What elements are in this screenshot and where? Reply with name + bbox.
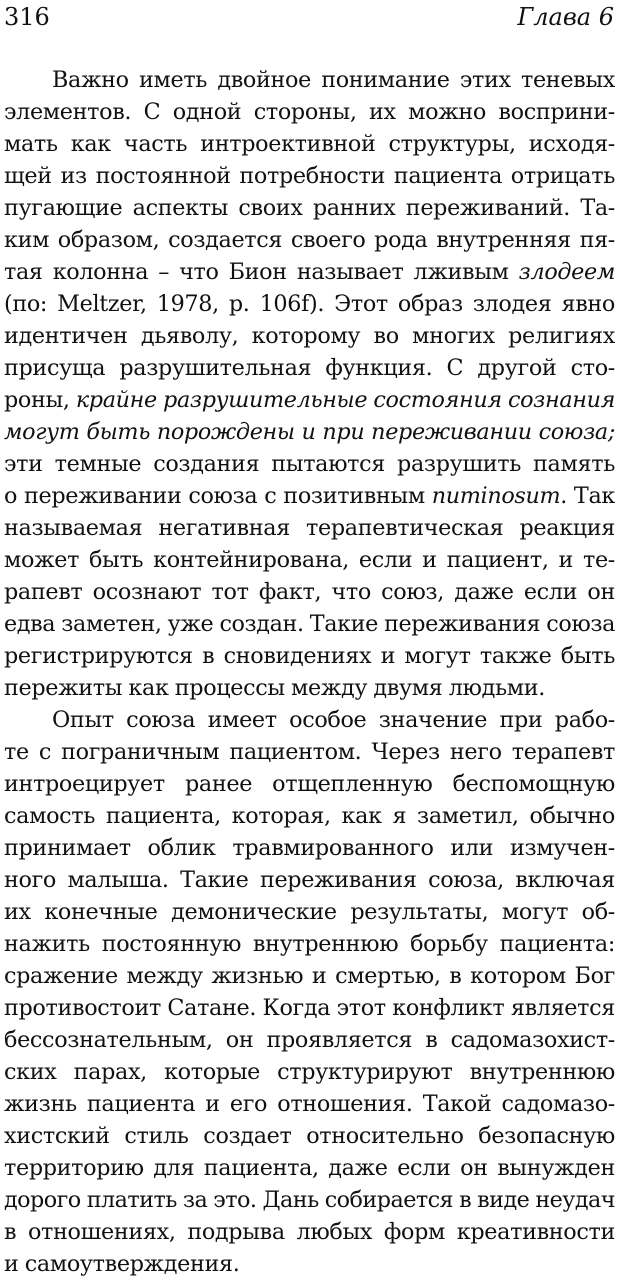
text-line [4,832,615,864]
text-run: интроецирует ранее отщепленную беспомощную [4,771,615,797]
text-line [4,448,615,480]
page-header [4,2,614,32]
text-run: их конечные демонические результаты, могут об- [4,899,615,925]
text-line [4,480,615,512]
text-run: бессознательным, он проявляется в садомазохист- [4,1027,615,1053]
text-run: Важно иметь двойное понимание этих теневых [52,67,615,93]
text-line [4,768,615,800]
text-run: элементов. С одной стороны, их можно восприни- [4,99,615,125]
text-line [4,544,615,576]
text-line [4,960,615,992]
text-line [4,256,615,288]
italic-run: numinosum [431,483,561,509]
text-run: противостоит Сатане. Когда этот конфликт является [4,995,615,1021]
text-run: о переживании союза с позитивным [4,483,432,509]
text-run: (по: Meltzer, 1978, p. 106f). Этот образ злодея явно [4,291,615,317]
text-run: ного малыша. Такие переживания союза, включая [4,867,615,893]
italic-run: крайне разрушительные состояния сознания [75,387,615,413]
text-line [4,1056,615,1088]
text-line [4,192,615,224]
text-line [4,224,615,256]
text-line [4,64,615,96]
text-line [4,896,615,928]
text-line [4,992,615,1024]
text-line [4,352,615,384]
text-line [4,672,615,704]
text-run: эти темные создания пытаются разрушить память [4,451,615,477]
text-run: . Так [560,483,615,509]
text-line [4,160,615,192]
text-line [4,320,615,352]
text-line [4,128,615,160]
text-run: щей из постоянной потребности пациента отрицать [4,163,615,189]
text-line [4,576,615,608]
text-run: сражение между жизнью и смертью, в котором Бог [4,963,615,989]
text-run: пережиты как процессы между двумя людьми. [4,675,545,701]
text-run: пугающие аспекты своих ранних переживаний. Та- [4,195,615,221]
body-text [4,64,615,1280]
text-run: может быть контейнирована, если и пациент, и те- [4,547,615,573]
text-line [4,288,615,320]
text-line [4,384,615,416]
text-line [4,1216,615,1248]
text-line [4,1120,615,1152]
text-line [4,1024,615,1056]
text-run: дорого платить за это. Дань собирается в виде неудач [4,1187,615,1213]
text-run: ким образом, создается своего рода внутренняя пя- [4,227,615,253]
text-run: Опыт союза имеет особое значение при рабо- [52,707,615,733]
text-run: территорию для пациента, даже если он вынужден [4,1155,615,1181]
text-line [4,864,615,896]
text-line [4,928,615,960]
text-run: тая колонна – что Бион называет лживым [4,259,519,285]
text-run: называемая негативная терапевтическая реакция [4,515,615,541]
paragraph [4,64,615,704]
text-run: принимает облик травмированного или измучен- [4,835,615,861]
text-run: регистрируются в сновидениях и могут также быть [4,643,615,669]
text-run: ских парах, которые структурируют внутреннюю [4,1059,615,1085]
text-run: мать как часть интроективной структуры, исходя- [4,131,615,157]
text-run: самость пациента, которая, как я заметил, обычно [4,803,615,829]
text-run: нажить постоянную внутреннюю борьбу пациента: [4,931,615,957]
text-line [4,1088,615,1120]
text-run: в отношениях, подрыва любых форм креативности [4,1219,615,1245]
text-line [4,704,615,736]
italic-run: злодеем [518,259,615,285]
text-run: рапевт осознают тот факт, что союз, даже если он [4,579,615,605]
text-run: идентичен дьяволу, которому во многих религиях [4,323,615,349]
text-line [4,736,615,768]
text-run: и самоутверждения. [4,1251,240,1277]
text-line [4,640,615,672]
text-line [4,96,615,128]
running-head: Глава 6 [517,3,614,31]
text-line [4,416,615,448]
text-run: присуща разрушительная функция. С другой сто- [4,355,615,381]
page-number: 316 [4,3,50,31]
paragraph [4,704,615,1280]
text-line [4,1248,615,1280]
text-line [4,1184,615,1216]
text-run: те с пограничным пациентом. Через него терапевт [4,739,615,765]
text-line [4,1152,615,1184]
text-run: хистский стиль создает относительно безопасную [4,1123,615,1149]
text-run: едва заметен, уже создан. Такие переживания союза [4,611,615,637]
italic-run: могут быть порождены и при переживании союза; [4,419,615,445]
text-line [4,800,615,832]
text-line [4,608,615,640]
text-run: жизнь пациента и его отношения. Такой садомазо- [4,1091,615,1117]
text-run: роны, [4,387,76,413]
text-line [4,512,615,544]
